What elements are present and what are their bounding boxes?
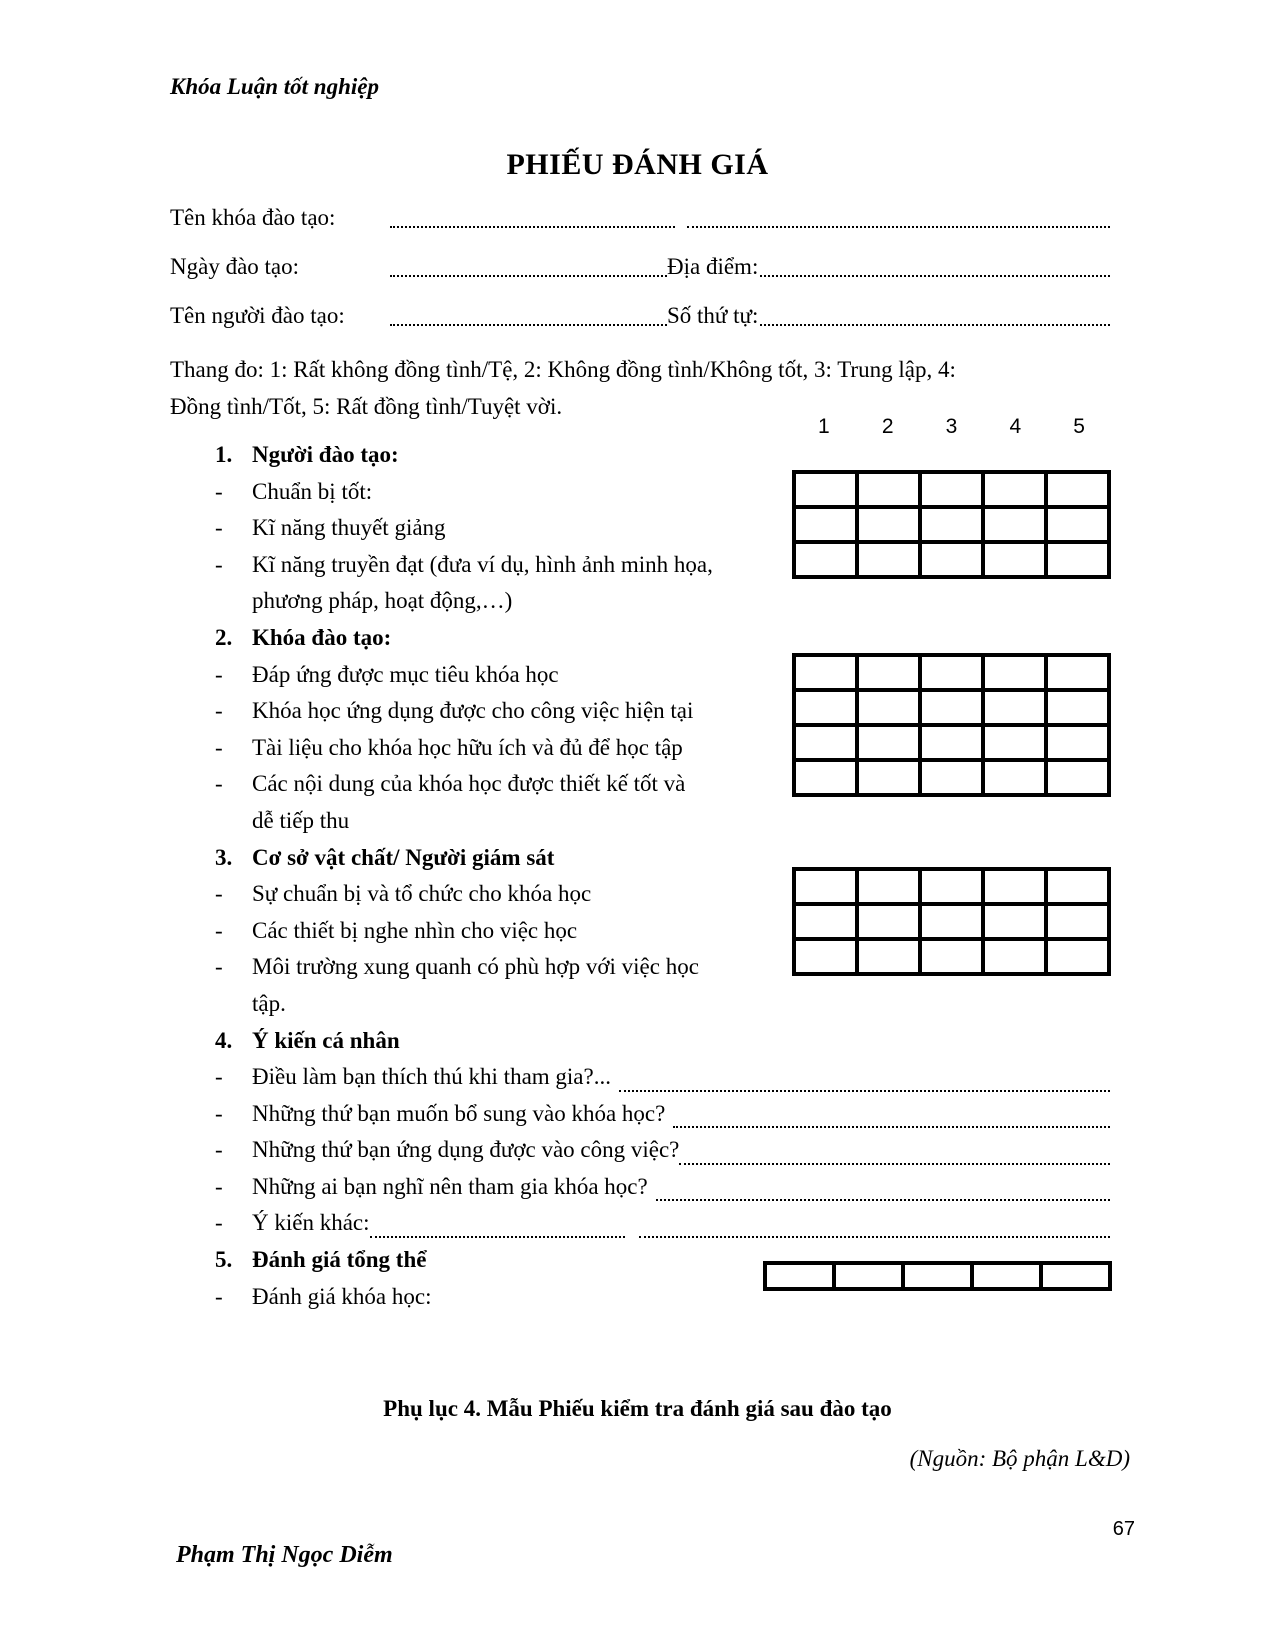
rating-cell[interactable] xyxy=(765,1263,834,1289)
rating-cell[interactable] xyxy=(794,507,857,542)
section-header-trainer: 1. Người đào tạo: xyxy=(215,442,399,467)
rating-cell[interactable] xyxy=(857,655,920,690)
list-item-question: - Ý kiến khác: xyxy=(205,1205,1110,1242)
rating-cell[interactable] xyxy=(857,939,920,974)
rating-cell[interactable] xyxy=(920,542,983,577)
rating-cell[interactable] xyxy=(1046,760,1109,795)
list-item: - Kĩ năng thuyết giảng xyxy=(215,515,446,541)
input-line-trainer-name[interactable] xyxy=(390,324,667,326)
list-item: - Khóa học ứng dụng được cho công việc hiện tại xyxy=(215,698,694,724)
answer-line-other-2[interactable] xyxy=(639,1236,1110,1238)
answer-line-recommendations[interactable] xyxy=(656,1199,1110,1201)
section-header-course: 2. Khóa đào tạo: xyxy=(215,624,392,650)
rating-column-3: 3 xyxy=(945,415,958,438)
rating-grid-course xyxy=(792,653,1111,797)
section-header-personal-opinion: 4. Ý kiến cá nhân xyxy=(215,1027,400,1053)
rating-cell[interactable] xyxy=(983,939,1046,974)
rating-cell[interactable] xyxy=(794,725,857,760)
rating-cell[interactable] xyxy=(1046,939,1109,974)
rating-cell[interactable] xyxy=(857,904,920,939)
field-row-trainer-name xyxy=(170,299,1110,331)
scale-note-line2: Đồng tình/Tốt, 5: Rất đồng tình/Tuyệt vời. xyxy=(170,394,563,419)
rating-cell[interactable] xyxy=(983,760,1046,795)
field-row-date xyxy=(170,250,1110,282)
rating-cell[interactable] xyxy=(983,904,1046,939)
rating-cell[interactable] xyxy=(920,655,983,690)
list-item-question: - Những ai bạn nghĩ nên tham gia khóa học? xyxy=(205,1169,1110,1206)
source-note: (Nguồn: Bộ phận L&D) xyxy=(909,1446,1130,1471)
rating-cell[interactable] xyxy=(983,869,1046,904)
rating-cell[interactable] xyxy=(794,472,857,507)
list-item-question: - Những thứ bạn muốn bổ sung vào khóa học? xyxy=(205,1096,1110,1133)
list-item: - Đánh giá khóa học: xyxy=(215,1283,432,1309)
list-item: - Tài liệu cho khóa học hữu ích và đủ để học tập xyxy=(215,734,683,760)
form-title: PHIẾU ĐÁNH GIÁ xyxy=(506,148,769,181)
running-header: Khóa Luận tốt nghiệp xyxy=(170,74,379,99)
rating-cell[interactable] xyxy=(857,472,920,507)
rating-cell[interactable] xyxy=(983,542,1046,577)
rating-cell[interactable] xyxy=(1046,542,1109,577)
rating-cell[interactable] xyxy=(920,725,983,760)
rating-cell[interactable] xyxy=(920,939,983,974)
rating-cell[interactable] xyxy=(1046,904,1109,939)
input-line-course-name-1[interactable] xyxy=(390,226,675,228)
rating-cell[interactable] xyxy=(857,760,920,795)
list-item: - Sự chuẩn bị và tổ chức cho khóa học xyxy=(215,881,592,907)
rating-column-1: 1 xyxy=(818,415,830,438)
rating-cell[interactable] xyxy=(1046,507,1109,542)
list-item-continuation: tập. xyxy=(252,990,286,1016)
rating-cell[interactable] xyxy=(983,690,1046,725)
section-header-facilities: 3. Cơ sở vật chất/ Người giám sát xyxy=(215,844,555,870)
rating-cell[interactable] xyxy=(920,869,983,904)
rating-cell[interactable] xyxy=(857,542,920,577)
input-line-location[interactable] xyxy=(760,275,1110,277)
rating-cell[interactable] xyxy=(920,507,983,542)
rating-cell[interactable] xyxy=(857,725,920,760)
field-label-location: Địa điểm: xyxy=(667,254,759,279)
scale-note-line1: Thang đo: 1: Rất không đồng tình/Tệ, 2: Không đồng tình/Không tốt, 3: Trung lập, 4: xyxy=(170,357,956,382)
rating-cell[interactable] xyxy=(794,542,857,577)
rating-cell[interactable] xyxy=(857,869,920,904)
rating-cell[interactable] xyxy=(983,472,1046,507)
rating-cell[interactable] xyxy=(794,869,857,904)
rating-cell[interactable] xyxy=(920,760,983,795)
rating-cell[interactable] xyxy=(983,725,1046,760)
rating-column-2: 2 xyxy=(881,415,894,438)
field-label: Tên khóa đào tạo: xyxy=(170,205,336,230)
rating-cell[interactable] xyxy=(794,655,857,690)
rating-cell[interactable] xyxy=(1046,655,1109,690)
field-label: Ngày đào tạo: xyxy=(170,254,300,279)
rating-grid-facilities xyxy=(792,867,1111,976)
rating-cell[interactable] xyxy=(1046,472,1109,507)
list-item: - Đáp ứng được mục tiêu khóa học xyxy=(215,661,559,687)
answer-line-liked[interactable] xyxy=(619,1090,1110,1092)
section-header-overall: 5. Đánh giá tổng thể xyxy=(215,1247,427,1273)
rating-column-4: 4 xyxy=(1009,415,1022,438)
rating-cell[interactable] xyxy=(1046,690,1109,725)
rating-column-header xyxy=(792,415,1111,439)
rating-cell[interactable] xyxy=(983,655,1046,690)
author-footer: Phạm Thị Ngọc Diễm xyxy=(176,1542,393,1568)
rating-cell[interactable] xyxy=(920,472,983,507)
list-item-continuation: phương pháp, hoạt động,…) xyxy=(252,588,513,614)
list-item: - Chuẩn bị tốt: xyxy=(215,478,373,504)
rating-cell[interactable] xyxy=(972,1263,1041,1289)
rating-cell[interactable] xyxy=(794,690,857,725)
list-item: - Môi trường xung quanh có phù hợp với việc học xyxy=(215,954,699,980)
input-line-sequence-number[interactable] xyxy=(760,324,1110,326)
appendix-caption: Phụ lục 4. Mẫu Phiếu kiểm tra đánh giá sau đào tạo xyxy=(383,1396,892,1421)
rating-cell[interactable] xyxy=(794,760,857,795)
answer-line-other-1[interactable] xyxy=(370,1236,625,1238)
list-item: - Các thiết bị nghe nhìn cho việc học xyxy=(215,917,578,943)
rating-cell[interactable] xyxy=(794,939,857,974)
list-item: - Các nội dung của khóa học được thiết kế tốt và xyxy=(215,771,686,797)
list-item-question: - Điều làm bạn thích thú khi tham gia?... xyxy=(205,1059,1110,1096)
field-label: Tên người đào tạo: xyxy=(170,303,345,328)
list-item: - Kĩ năng truyền đạt (đưa ví dụ, hình ảnh minh họa, xyxy=(215,551,713,577)
rating-grid-trainer xyxy=(792,470,1111,579)
rating-column-5: 5 xyxy=(1073,415,1085,438)
rating-cell[interactable] xyxy=(1046,869,1109,904)
rating-cell[interactable] xyxy=(920,904,983,939)
answer-line-applications[interactable] xyxy=(679,1163,1110,1165)
field-label-sequence: Số thứ tự: xyxy=(667,303,759,328)
input-line-date[interactable] xyxy=(390,275,667,277)
scale-note xyxy=(170,351,1120,425)
answer-line-additions[interactable] xyxy=(673,1126,1110,1128)
field-row-course-name xyxy=(170,201,1110,233)
list-item-continuation: dễ tiếp thu xyxy=(252,807,350,833)
rating-cell[interactable] xyxy=(834,1263,903,1289)
rating-cell[interactable] xyxy=(1041,1263,1110,1289)
rating-cell[interactable] xyxy=(903,1263,972,1289)
rating-cell[interactable] xyxy=(857,507,920,542)
rating-cell[interactable] xyxy=(983,507,1046,542)
rating-cell[interactable] xyxy=(920,690,983,725)
input-line-course-name-2[interactable] xyxy=(687,226,1110,228)
page-number: 67 xyxy=(1112,1518,1135,1540)
rating-grid-overall xyxy=(763,1261,1112,1291)
list-item-question: - Những thứ bạn ứng dụng được vào công việc? xyxy=(205,1132,1110,1169)
rating-cell[interactable] xyxy=(794,904,857,939)
rating-cell[interactable] xyxy=(857,690,920,725)
rating-cell[interactable] xyxy=(1046,725,1109,760)
